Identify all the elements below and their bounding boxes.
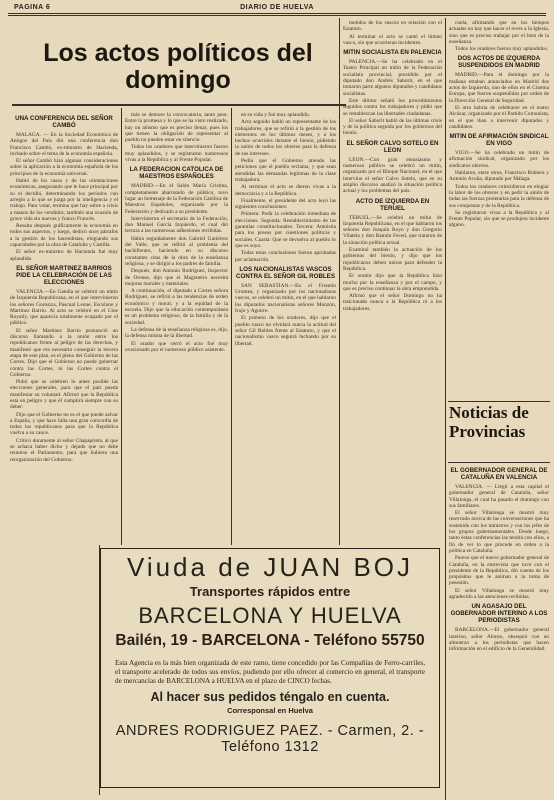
ad-firm-name: Viuda de JUAN BOJ: [126, 552, 414, 582]
article-paragraph: El señor Saborit habló de las últimas crisis y de la política seguida por los gobiernos del bienio.: [343, 117, 442, 137]
article-paragraph: El señor ex-ministro de Hacienda fué muy aplaudido.: [10, 249, 118, 262]
ad-address: Bailén, 19 - BARCELONA - Teléfono 55750: [115, 632, 425, 649]
article-paragraph: Afirmó que el señor Domingo no ha traicionado nunca a la República ni a los trabajadores.: [343, 293, 442, 312]
article-paragraph: Todos los oradores que intervinieron fueron muy aplaudidos, y se registraron numerosos vivas a la República y al Frente Popular.: [125, 144, 228, 164]
article-paragraph: Criticó duramente al señor Chapaprieta, al que se achaca haber dicho y dejado que no debe reunirse el Parlamento, para que hubiera una reorganización del Gobierno.: [10, 437, 118, 463]
article-paragraph: A continuación, el diputado a Cortes señora Rodríguez, se refirió a las tendencias de orden económico y moral, y a la equidad de la escuela. Dijo que la educación contemporánea es un problema religioso, de la familia y de la sociedad.: [125, 288, 228, 326]
section-heading: MITIN DE AFIRMACIÓN SINDICAL EN VIGO: [449, 133, 549, 148]
provinces-news-title-box: [449, 403, 551, 461]
ad-route: BARCELONA Y HUELVA: [138, 603, 402, 628]
section-heading: DOS ACTOS DE IZQUIERDA SUSPENDIDOS EN MADRID: [457, 55, 541, 70]
section-heading: MITIN SOCIALISTA EN PALENCIA: [343, 49, 442, 57]
section-heading: UN AGASAJO DEL GOBERNADOR INTERINO A LOS PERIODISTAS: [450, 603, 548, 625]
article-paragraph: BARCELONA.—El gobernador general interino, señor Alonso, obsequió con un almuerzo a los periodistas que hacen información en el edificio de la Generalidad.: [449, 627, 549, 653]
article-paragraph: El orador dijo que la República hizo mucho por la enseñanza y por el campo, y que es preciso continuar la obra emprendida.: [343, 273, 442, 292]
article-paragraph: MADRID.—En el Salón María Cristina, completamente abarrotado de público, tuvo lugar un homenaje de la Federación Católica de Maestros Españoles, organizado por la Federación y dedicado a su presidente.: [125, 183, 228, 215]
article-paragraph: Había seguidamente don Gabriel Gutiérrez del Valle, que se refirió al problema del bachillerato, haciendo en su discurso constantes citas de la obra de la enseñanza religiosa, y se dirigió a los padres de familia.: [125, 235, 228, 267]
ad-correspondent-label: Corresponsal en Huelva: [227, 706, 313, 715]
article-paragraph: Al terminar el acto se dieron vivas a la democracia y a la República.: [235, 184, 336, 197]
article-paragraph: LEON.—Con gran entusiasmo y numeroso público se celebró un mitin, organizado por el Bloque Nacional, en el que intervino el señor Calvo Sotelo, que en su amplio discurso analizó la situación política actual y los problemas del país.: [343, 156, 442, 195]
advertisement-box: [100, 548, 440, 788]
article-paragraph: VALENCIA.—En Gandía se celebró un mitin de Izquierda Republicana, en el que intervinieron los señores Gorosiza, Pascual Leone, Escolano y Martínez Barrio. Al acto se celebró en el Cine Royalty, que aparecía totalmente ocupado por el público.: [10, 288, 118, 327]
article-paragraph: El señor Villalonga se mostró muy reservado acerca de las conversaciones que ha sostenido con los ministros y con los jefes de los grupos gubernamentales. Desde luego, tanto éstas conferencias las tendrá con ellos, a fin de ver lo que procede en orden a la política en Cataluña.: [449, 510, 549, 554]
article-paragraph: Pedía que el Gobierno atienda las peticiones que el pueblo reclama, y que sean atendidas las demandas legítimas de la clase trabajadora.: [235, 158, 336, 183]
column-5-bottom: [449, 464, 549, 795]
article-paragraph: Habló de los casos y de las orientaciones económicas, asegurando que le hace principal por su el decidió, determinando los períodos con arreglo a lo que se juzga por la inteligencia y el trabajo. Para votar, termina que hay sobre a crisis a manos de los vendidos, también una ocasión de grave vida sin nuevas y franco Francés.: [10, 178, 118, 222]
article-paragraph: más se demore la convocatoria, tanto peor. Entre la promesa y lo que se ha visto realizado, hay un abismo que es preciso llenar, pues los que tienen la obligación de representar al pueblo no pueden estar en silencio.: [125, 112, 228, 144]
section-heading: LOS NACIONALISTAS VASCOS CONTRA EL SEÑOR GIL ROBLES: [236, 265, 335, 280]
article-paragraph: El señor Cambó hizo algunas consideraciones sobre la aplicación a la economía española de los principios de la economía universal.: [10, 158, 118, 177]
provinces-news-title: Noticias de Provincias: [449, 403, 529, 441]
article-paragraph: Intervinieron el secretario de la Federación, don Manuel García Izquierdo, el cual dió lectura a las numerosas adhesiones recibidas.: [125, 215, 228, 235]
article-paragraph: Todos los oradores fueron muy aplaudidos.: [455, 46, 549, 53]
article-paragraph: TERUEL.—Se celebró un mitin de Izquierda Republicana, en el que hablaron los señores don Joaquín Royo y don Gregorio Vilatela y don Ramón Feced, que trataron de la situación política actual.: [343, 214, 442, 246]
page-header: [8, 2, 546, 14]
article-paragraph: Este último señaló los procedimientos seguidos contra los trabajadores y pidió que se restablezcan las libertades ciudadanas.: [343, 97, 442, 117]
article-paragraph: Examinó también la actuación de los gobiernos del bienio, y dijo que los republicanos deben unirse para defender la República.: [343, 247, 442, 272]
article-paragraph: Todos los oradores coincidieron en elogiar la labor de los obreros y en pedir la unión de todas las fuerzas proletarias para la defensa de sus conquistas y de la República.: [449, 183, 549, 209]
article-paragraph: Todas estas conclusiones fueron aprobadas por aclamación.: [235, 250, 336, 263]
column-divider: [231, 108, 232, 545]
article-paragraph: Parece que el nuevo gobernador general de Cataluña, en la entrevista que tuvo con el presidente de la República, dió cuenta de los propósitos que le animan a la toma de posesión.: [449, 555, 549, 587]
article-paragraph: Finalmente, el presidente del acto leyó las siguientes conclusiones:: [235, 197, 336, 211]
article-paragraph: Primera: Pedir la celebración inmediata de elecciones. Segunda: Restablecimiento de las garantías constitucionales. Tercera: Amnistía para los presos por cuestiones políticas y sociales. Cuarta: Que se devuelva al pueblo lo que es suyo.: [235, 211, 336, 249]
article-paragraph: SAN SEBASTIAN.—En el Frontón Urumea, y organizado por los nacionalistas vascos, se celebró un mitin, en el que hablaron los diputados nacionalistas señores Monzón, Irujo y Aguirre.: [235, 282, 336, 315]
article-paragraph: metidos de los vascos en relación con el Estatuto.: [343, 20, 442, 33]
column-4: [343, 20, 442, 542]
article-paragraph: Al terminar el acto se cantó el himno vasco, sin que ocurrieran incidentes.: [343, 33, 442, 46]
section-heading: EL SEÑOR CALVO SOTELO EN LEON: [346, 139, 439, 154]
main-headline: Los actos políticos del domingo: [43, 39, 313, 94]
article-paragraph: Resalta después gráficamente la economía en todos sus aspectos, y luego, dedicó unos párrafos a la gestión de los hacendistas, elogiando sus capacidades por la obra de Cataluña y Castilla.: [10, 223, 118, 249]
article-paragraph: Se registraron vivas a la República y al Frente Popular, sin que se produjera incidente alguno.: [449, 209, 549, 229]
article-paragraph: Hablaron, entre otros, Francisco Rubiera y Antonio Acuña, diputado por Málaga.: [449, 170, 549, 183]
section-heading: EL GOBERNADOR GENERAL DE CATALUÑA EN VALENCIA: [450, 467, 548, 481]
section-rule: [448, 401, 550, 402]
article-paragraph: VIGO.—Se ha celebrado un mitin de afirmación sindical, organizado por los sindicatos obreros.: [449, 150, 549, 169]
newspaper-name: DIARIO DE HUELVA: [240, 4, 314, 11]
article-paragraph: El primero de los oradores, dijo que el pueblo vasco no olvidará nunca la actitud del señor Gil Robles frente al Estatuto, y que el nacionalismo vasco seguirá luchando por su libertad.: [235, 315, 336, 347]
article-paragraph: El señor Villalonga se mostró muy agradecido a las atenciones recibidas.: [449, 587, 549, 601]
column-2: [125, 112, 228, 542]
article-paragraph: El otro habría de celebrarse en el teatro Alcázar, organizado por el Partido Comunista, en el que iban a intervenir diputados y candidatos.: [449, 104, 549, 130]
headline-rule: [12, 104, 346, 106]
section-heading: UNA CONFERENCIA DEL SEÑOR CAMBÓ: [15, 115, 113, 129]
section-heading: ACTO DE IZQUIERDA EN TERUEL: [355, 197, 430, 212]
page-number: PAGINA 6: [14, 4, 51, 11]
article-paragraph: PALENCIA.—Se ha celebrado en el Teatro Principal un mitin de la Federación socialista provincial, presidido por el diputado don Andrés Saborit, en el que tomaron parte algunos diputados y candidatos socialistas.: [343, 59, 442, 97]
section-rule: [448, 462, 550, 463]
article-paragraph: cuela, afirmando que en los tiempos actuales no hay que hacer el revés a la Iglesia, sino que es preciso trabajar por el bien de la enseñanza.: [449, 20, 549, 45]
article-paragraph: Pidió que se celebren lo antes posible las elecciones generales, para que el país pueda manifestar su voluntad. Afirmó que la República está en peligro y que él cumplirá siempre con su deber.: [10, 379, 118, 411]
column-divider: [339, 18, 340, 545]
article-paragraph: Acto seguido habló un representante de los trabajadores, que se refirió a la gestión de los elementos en los últimos meses, y a los hechos ocurridos durante el bienio, pidiendo la unión de todos los obreros para la defensa de sus intereses.: [235, 119, 336, 157]
article-paragraph: Después, don Antonio Rodríguez, Inspector de Orense, dijo que el Magisterio necesita mejoras morales y materiales.: [125, 268, 228, 287]
column-5-top: [449, 20, 549, 400]
article-paragraph: MADRID.—Para el domingo por la mañana estaban anunciados en Madrid dos actos de Izquierda, uno de ellos en el Cinema Europa, que fueron suspendidos por orden de la Dirección General de Seguridad.: [449, 72, 549, 104]
column-3: [235, 112, 336, 542]
article-paragraph: La defensa de la enseñanza religiosa es, dijo, la defensa misma de la libertad.: [125, 326, 228, 340]
article-paragraph: en su vida y fué muy aplaudido.: [241, 112, 311, 118]
section-heading: EL SEÑOR MARTINEZ BARRIOS PIDE LA CELEBRACIÓN DE LAS ELECCIONES: [16, 264, 112, 286]
ad-call-to-action: Al hacer sus pedidos téngalo en cuenta.: [150, 690, 390, 704]
article-paragraph: MALAGA. — En la Sociedad Económica de Amigos del País dió una conferencia don Francisco Cambó, ex-ministro de Hacienda, invitado sobre el tema de la economía española.: [10, 132, 118, 157]
column-divider: [445, 18, 446, 800]
header-rule: [8, 15, 546, 16]
article-paragraph: El señor Martínez Barrio pronunció un discurso llamando a la unión entre los republicanos frente al peligro de las derechas, y manifestó que era necesario conseguir la tercera etapa de este plan, es el pleno del Gobierno de las Cortes. Dijo que el Gobierno no puede gobernar contra las Cortes, ni las Cortes contra el Gobierno.: [10, 327, 118, 378]
article-paragraph: VALENCIA. — Llegó a esta capital el gobernador general de Cataluña, señor Villalonga, el cual ha pasado el domingo con sus familiares.: [449, 484, 549, 509]
column-divider: [121, 108, 122, 545]
ad-body: Esta Agencia es la más bien organizada de este ramo, tiene concedido por las Compañías de Ferro-carriles, el transporte acelerado de todos sus envíos, pudiendo por ello ofrecer al comercio en general, el transporte de mercancías de BARCELONA a HUELVA en el plazo de CINCO fechas.: [115, 659, 425, 685]
ad-service: Transportes rápidos entre: [189, 584, 351, 599]
article-paragraph: El orador que cerró el acto fué muy ovacionado por el numeroso público asistente.: [125, 340, 228, 353]
article-paragraph: Dijo que el Gobierno no es el que puede salvar a España, y que hace falta una gran concordia de todos los republicanos para que la República vuelva a su cauce.: [10, 411, 118, 437]
section-heading: LA FEDERACION CATOLICA DE MAESTROS ESPAÑOLES: [129, 166, 224, 181]
ad-contact: ANDRES RODRIGUEZ PAEZ. - Carmen, 2. - Teléfono 1312: [115, 723, 425, 755]
